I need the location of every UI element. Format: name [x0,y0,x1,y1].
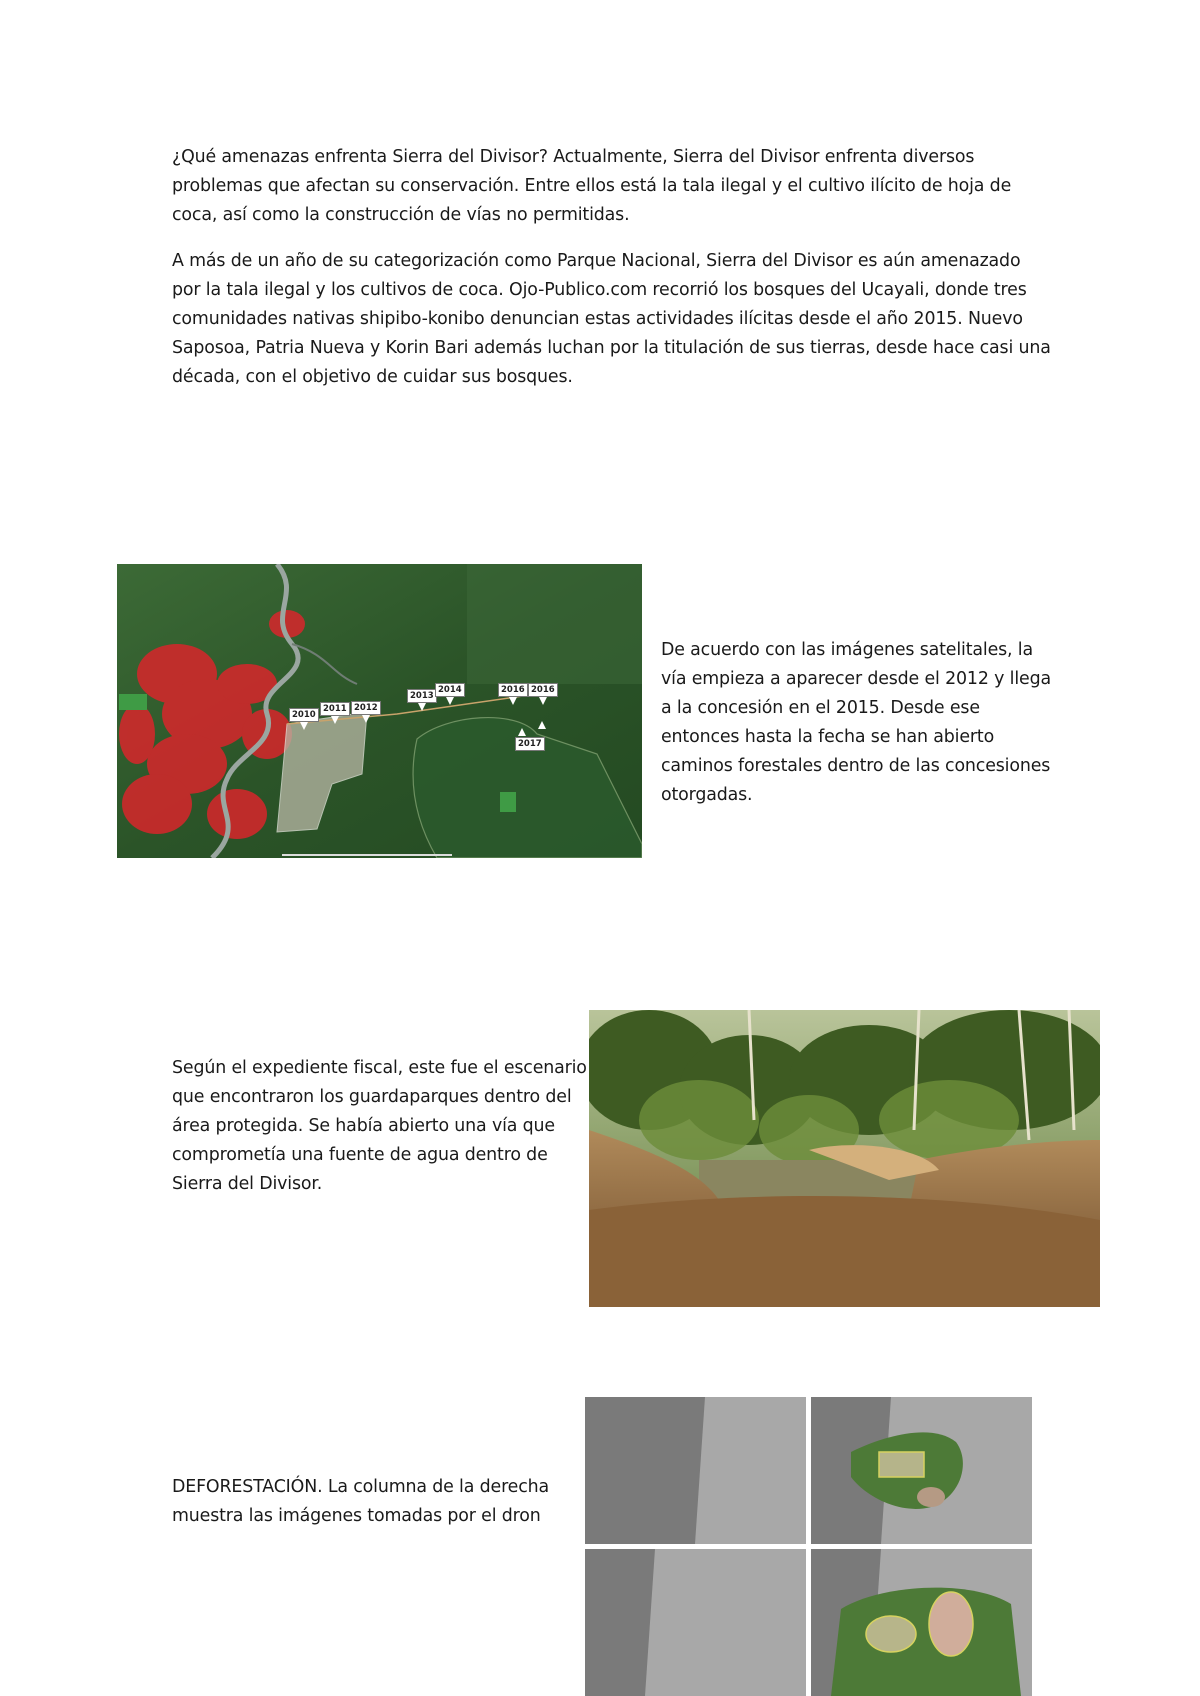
year-label: 2017 [515,737,545,751]
satellite-tile [585,1549,806,1696]
satellite-map-image [117,564,642,858]
drone-tile [811,1549,1032,1696]
intro-paragraph: ¿Qué amenazas enfrenta Sierra del Divisor? Actualmente, Sierra del Divisor enfrenta diversos problemas que afectan su conservación. Entre ellos está la tala ilegal y el cultivo ilícito de hoja de coca, así como la construcción de vías no permitidas. [172,147,1012,225]
year-label: 2014 [435,683,465,697]
forest-road-graphic [589,1010,1100,1307]
map-caption: De acuerdo con las imágenes satelitales, la vía empieza a aparecer desde el 2012 y llega a la concesión en el 2015. Desde ese entonces hasta la fecha se han abierto caminos forestales dentro de las concesiones otorgadas. [661,640,1051,805]
year-label: 2013 [407,689,437,703]
arrow-down-icon [300,722,308,730]
drone-image-grid [585,1397,1032,1696]
year-label: 2016 [528,683,558,697]
year-label: 2010 [289,708,319,722]
arrow-down-icon [331,716,339,724]
drone-tile [811,1397,1032,1544]
arrow-down-icon [509,697,517,705]
arrow-up-icon [538,721,546,729]
arrow-down-icon [446,697,454,705]
arrow-down-icon [362,715,370,723]
photo-caption: Según el expediente fiscal, este fue el escenario que encontraron los guardaparques dentro del área protegida. Se había abierto una vía que comprometía una fuente de agua dentro de Sierra del Divisor. [172,1058,587,1194]
year-label: 2011 [320,702,350,716]
year-label: 2016 [498,683,528,697]
context-paragraph: A más de un año de su categorización como Parque Nacional, Sierra del Divisor es aún amenazado por la tala ilegal y los cultivos de coca. Ojo-Publico.com recorrió los bosques del Ucayali, donde tres comunidades nativas shipibo-konibo denuncian estas actividades ilícitas desde el año 2015. Nuevo Saposoa, Patria Nueva y Korin Bari además luchan por la titulación de sus tierras, desde hace casi una década, con el objetivo de cuidar sus bosques. [172,251,1051,387]
deforestation-caption: DEFORESTACIÓN. La columna de la derecha muestra las imágenes tomadas por el dron [172,1477,550,1526]
year-label: 2012 [351,701,381,715]
arrow-down-icon [418,703,426,711]
forest-road-photo [589,1010,1100,1307]
satellite-tile [585,1397,806,1544]
arrow-down-icon [539,697,547,705]
arrow-up-icon [518,728,526,736]
